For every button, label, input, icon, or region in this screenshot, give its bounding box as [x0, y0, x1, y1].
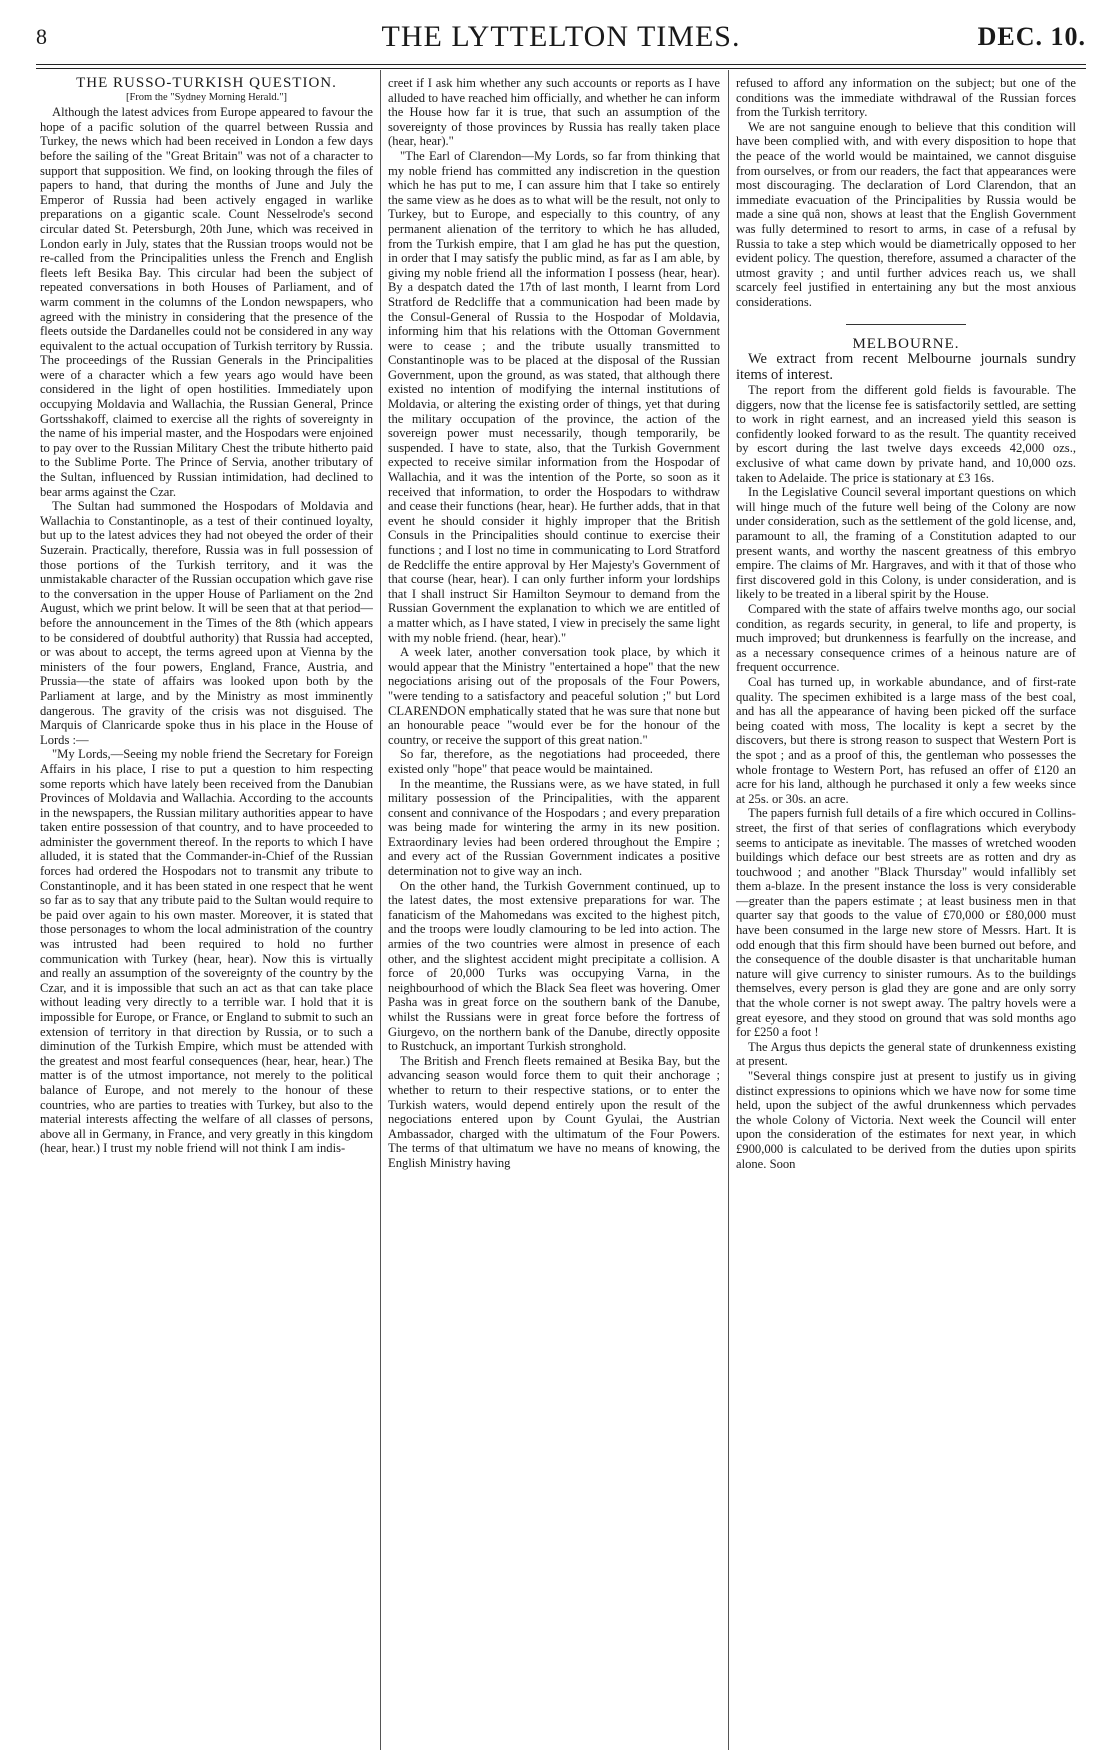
paragraph: "My Lords,—Seeing my noble friend the Secretary for Foreign Affairs in his place, I rise to put a question to him respecting some reports which have lately been received from the Danubian Provinces of Moldavia and Wallachia. According to the accounts in the newspapers, the Russian military authorities appear to have taken entire possession of that country, and to have proceeded to administer the government thereof. In the reports to which I have alluded, it is stated that the Commander-in-Chief of the Russian forces had ordered the Hospodars not to transmit any tribute to Constantinople, and it has been stated in one respect that he went so far as to say that any tribute paid to the Sultan would require to be paid over again to his own master. Moreover, it is stated that those personages to whom the local administration of the country was intrusted had been required to hold no further communication with Turkey (hear, hear). Now this is virtually and really an assumption of the sovereignty of the country by the Czar, and it is impossible that such an act as that can take place without leading very directly to a terrible war. I hold that it is impossible for Europe, or France, or England to submit to such an extension of territory in that direction by Russia, or to such a diminution of the Turkish Empire, which must be attended with the greatest and most fearful consequences (hear, hear, hear.) The matter is of the utmost importance, not merely to the political balance of Europe, and not merely to the honour of these countries, who are parties to treaties with Turkey, but also to the material interests affecting the welfare of all classes of persons, above all in Germany, in France, and very greatly in this kingdom (hear, hear.) I trust my noble friend will not think I am indis-	[40, 747, 373, 1156]
paragraph-intro: We extract from recent Melbourne journals sundry items of interest.	[736, 351, 1076, 384]
column-1	[40, 76, 373, 1746]
masthead	[36, 18, 1086, 62]
paragraph: A week later, another conversation took place, by which it would appear that the Ministry "entertained a hope" that the new negociations arising out of the proposals of the Four Powers, "were tending to a satisfactory and peaceful solution ;" but Lord CLARENDON emphatically stated that he was sure that none but an honourable peace "would ever be for the honour of the country, or receive the support of this great nation."	[388, 645, 720, 747]
column-divider-2	[728, 70, 729, 1750]
article-heading-melbourne: MELBOURNE.	[852, 335, 960, 352]
paragraph: refused to afford any information on the subject; but one of the conditions was the immediate withdrawal of the Russian forces from the Turkish territory.	[736, 76, 1076, 120]
column-divider-1	[380, 70, 381, 1750]
article-heading-russo-turkish: THE RUSSO-TURKISH QUESTION.	[76, 76, 337, 91]
page-number: 8	[36, 24, 47, 49]
paragraph: The Sultan had summoned the Hospodars of Moldavia and Wallachia to Constantinople, as a test of their continued loyalty, but up to the latest advices they had not obeyed the order of their Suzerain. Practically, therefore, Russia was in full possession of those portions of the Turkish territory, and it was the unmistakable character of the Russian occupation which gave rise to the conversation in the upper House of Parliament on the 2nd August, which we print below. It will be seen that at that period—before the announcement in the Times of the 8th (which appears to be considered of doubtful authority) that Russia had accepted, or was about to accept, the terms agreed upon at Vienna by the ministers of the four powers, England, France, Austria, and Prussia—the state of affairs was looked upon both by the Parliament at large, and by the Ministry as most imminently dangerous. The gravity of the crisis was not disguised. The Marquis of Clanricarde spoke thus in his place in the House of Lords :—	[40, 499, 373, 747]
article-credit: [From the "Sydney Morning Herald."]	[125, 91, 288, 103]
paragraph: In the meantime, the Russians were, as we have stated, in full military possession of the Principalities, with the apparent consent and connivance of the Hospodars ; and every preparation was being made for wintering the army in its new position. Extraordinary levies had been ordered throughout the Empire ; and every act of the Russian Government indicates a positive determination not to give way an inch.	[388, 776, 720, 879]
paragraph: creet if I ask him whether any such accounts or reports as I have alluded to have reached him officially, and whether he can inform the House how far it is true, that such an assumption of the sovereignty of those provinces by Russia has really taken place (hear, hear)."	[388, 76, 720, 149]
section-separator	[846, 324, 966, 325]
paragraph: Compared with the state of affairs twelve months ago, our social condition, as regards security, in general, to life and property, is much improved; but drunkenness is fearfully on the increase, and as a necessary consequence crimes of a heinous nature are of frequent occurrence.	[736, 602, 1076, 675]
paragraph: The Argus thus depicts the general state of drunkenness existing at present.	[736, 1039, 1076, 1069]
newspaper-title: THE LYTTELTON TIMES.	[381, 20, 741, 53]
issue-date: DEC. 10.	[977, 22, 1086, 51]
paragraph: We are not sanguine enough to believe that this condition will have been complied with, and with every disposition to hope that the peace of the world would be maintained, we cannot disguise from ourselves, or from our readers, the fact that appearances were most discouraging. The declaration of Lord Clarendon, that an immediate evacuation of the Principalities by Russia would be made a sine quâ non, shows at least that the English Government was fully determined to resort to arms, in case of a refusal by Russia to take a step which would be diametrically opposed to her evident policy. The question, therefore, assumed a character of the utmost gravity ; and until further advices reach us, we shall scarcely feel justified in entertaining any but the most anxious considerations.	[736, 119, 1076, 309]
paragraph: On the other hand, the Turkish Government continued, up to the latest dates, the most extensive preparations for war. The fanaticism of the Mahomedans was excited to the highest pitch, and the troops were loudly clamouring to be led into action. The armies of the two countries were almost in presence of each other, and the slightest accident might precipitate a collision. A force of 20,000 Turks was occupying Varna, in the neighbourhood of which the Black Sea fleet was hovering. Omer Pasha was in great force on the southern bank of the Danube, whilst the Russians were in great force before the fortress of Giurgevo, on the northern bank of the Danube, directly opposite to Rustchuck, an important Turkish stronghold.	[388, 878, 720, 1054]
paragraph: "Several things conspire just at present to justify us in giving distinct expressions to opinions which we have now for some time held, upon the subject of the awful drunkenness which pervades the whole Colony of Victoria. Next week the Council will enter upon the consideration of the estimates for next year, in which £900,000 is calculated to be derived from the duties upon spirits alone. Soon	[736, 1069, 1076, 1171]
column-3	[736, 76, 1076, 1746]
paragraph: Although the latest advices from Europe appeared to favour the hope of a pacific solution of the quarrel between Russia and Turkey, the news which had been received in London a few days before the sailing of the "Great Britain" was not of a character to support that supposition. We find, on looking through the files of papers to hand, that during the months of June and July the Emperor of Russia had been actively engaged in warlike preparations on a gigantic scale. Count Nesselrode's second circular dated St. Petersburgh, 20th June, which was received in London early in July, states that the Russian troops would not be re-called from the Principalities unless the French and English fleets left Besika Bay. This circular had been the subject of repeated conversations in both Houses of Parliament, and of warm comment in the columns of the London newspapers, who agreed with the ministry in considering that the presence of the fleets outside the Dardanelles could not be considered in any way equivalent to the actual occupation of Turkish territory by Russia. The proceedings of the Russian Generals in the Principalities were of a character which a few years ago would have been considered in the light of open hostilities. Immediately upon occupying Moldavia and Wallachia, the Russian General, Prince Gortsshakoff, claimed to exercise all the rights of sovereignty in the name of his imperial master, and the Hospodars were enjoined to pay over to the Russian Military Chest the tribute hitherto paid to the Sublime Porte. The Prince of Servia, another tributary of the Sultan, influenced by Russian intimidation, had declined to bear arms against the Czar.	[40, 105, 373, 499]
paragraph: The report from the different gold fields is favourable. The diggers, now that the license fee is satisfactorily settled, are setting to work in right earnest, and an increased yield this season is confidently looked forward to as the result. The quantity received by escort during the last twelve days exceeds 42,000 ozs., exclusive of what came down by private hand, and 10,000 ozs. taken to Adelaide. The price is stationary at £3 16s.	[736, 383, 1076, 485]
masthead-rule-thin	[36, 68, 1086, 69]
paragraph: The British and French fleets remained at Besika Bay, but the advancing season would force them to quit their anchorage ; whether to return to their respective stations, or to enter the Turkish waters, would depend entirely upon the result of the negociations entered upon by Count Gyulai, the Austrian Ambassador, charged with the ultimatum of the Four Powers. The terms of that ultimatum we have no means of knowing, the English Ministry having	[388, 1053, 720, 1170]
paragraph: The papers furnish full details of a fire which occured in Collins-street, the first of that series of conflagrations which everybody seems to anticipate as inevitable. The masses of wretched wooden buildings which deface our best streets are as rotten and dry as touchwood ; and another "Black Thursday" would infallibly set them a-blaze. In the present instance the loss is very considerable—greater than the papers estimate ; at least business men in that quarter say that goods to the value of £70,000 or £80,000 must have been consumed in the large new store of Messrs. Hart. It is odd enough that this firm should have been burned out before, and the consequence of the double disaster is that uncharitable human nature will give currency to sinister rumours. As to the buildings themselves, every person is glad they are gone and are only sorry that the whole corner is not swept away. The paltry hovels were a great eyesore, and they stood on ground that was sold months ago for £250 a foot !	[736, 806, 1076, 1040]
paragraph: In the Legislative Council several important questions on which will hinge much of the future well being of the Colony are now under consideration, such as the settlement of the gold license, and, paramount to all, the framing of a Constitution adapted to our present wants, and worthy the nascent greatness of this embryo empire. The claims of Mr. Hargraves, and with it that of those who first discovered gold in this Colony, is under consideration, and is likely to be treated in a liberal spirit by the House.	[736, 485, 1076, 602]
paragraph: "The Earl of Clarendon—My Lords, so far from thinking that my noble friend has committed any indiscretion in the question which he has put to me, I can assure him that I take so entirely the same view as he does as to what will be the result, not only to Turkey, but to Europe, and especially to this country, of any permanent alienation of the territory to which he has alluded, from the Turkish empire, that I am glad he has put the question, in order that I may satisfy the public mind, as far as I am able, by giving my noble friend all the information I possess (hear, hear). By a despatch dated the 17th of last month, I learnt from Lord Stratford de Redcliffe that a communication had been made by the Consul-General of Russia to the Hospodar of Moldavia, informing him that his relations with the Ottoman Government were to cease ; and the tribute usually transmitted to Constantinople was to be placed at the disposal of the Russian Government, upon the ground, as was stated, that although there existed no intention of modifying the internal institutions of Moldavia, or altering the existing order of things, yet that during the military occupation of the province, the action of the sovereign power must necessarily, though temporarily, be suspended. I have to state, also, that the Turkish Government expected to receive similar information from the Hospodar of Wallachia, and it was the intention of the Porte, so soon as it received that information, to order the Hospodars to withdraw and cease their functions (hear, hear). He further adds, that in that event he should consider it highly improper that the British Consuls in the Principalities should continue to exercise their functions ; and I lost no time in communicating to Lord Stratford de Redcliffe the entire approval by Her Majesty's Government of that course (hear, hear). I can only further inform your lordships that I shall instruct Sir Hamilton Seymour to demand from the Russian Government the explanation to which we are entitled of a matter which, as I have stated, I view in precisely the same light with my noble friend. (hear, hear)."	[388, 148, 720, 645]
masthead-rule	[36, 64, 1086, 65]
column-2	[388, 76, 720, 1746]
paragraph: So far, therefore, as the negotiations had proceeded, there existed only "hope" that peace would be maintained.	[388, 747, 720, 776]
paragraph: Coal has turned up, in workable abundance, and of first-rate quality. The specimen exhibited is a large mass of the best coal, and has all the appearance of having been picked off the surface being coated with moss, The locality is kept a secret by the discovers, but there is strong reason to suspect that Western Port is the spot ; and as a proof of this, the gentleman who possesses the whole frontage to Western Port, has refused an offer of £120 an acre for his land, although he purchased it only a few weeks since at 25s. or 30s. an acre.	[736, 674, 1076, 806]
